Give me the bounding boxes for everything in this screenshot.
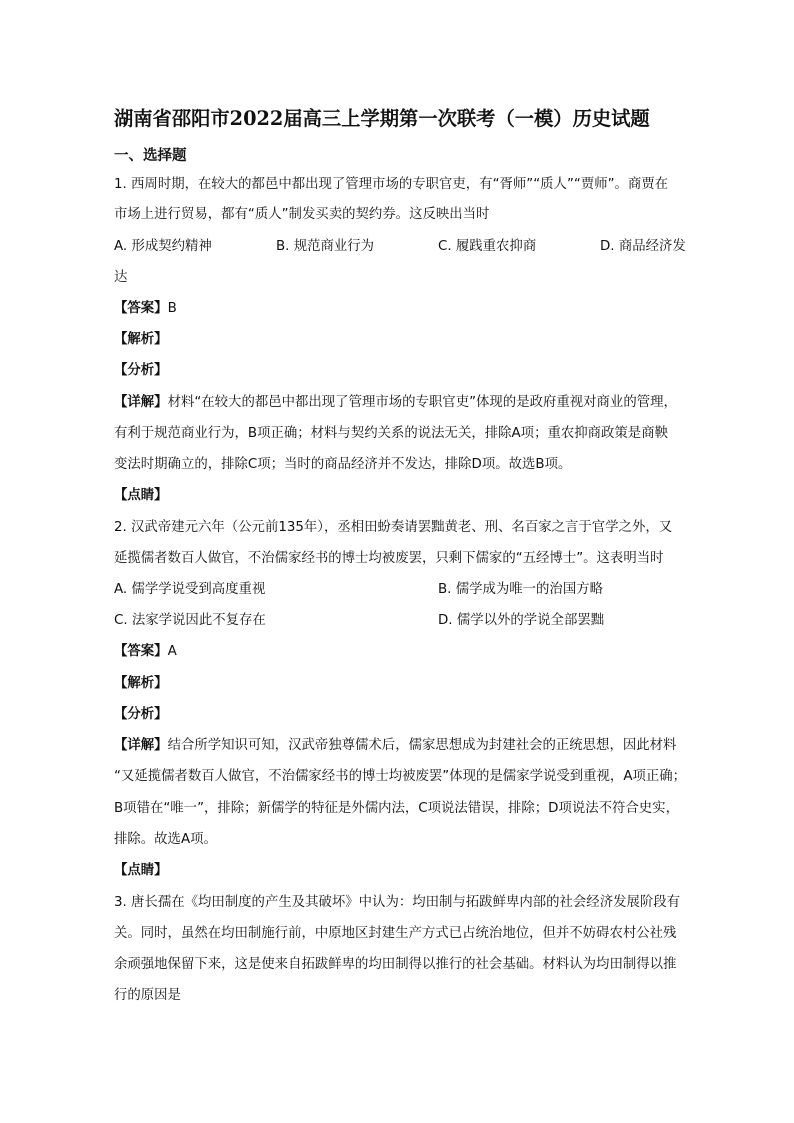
detail-label: 【详解】 xyxy=(114,395,168,410)
q1-dianjing-label: 【点睛】 xyxy=(114,488,168,503)
q2-option-b: B. 儒学成为唯一的治国方略 xyxy=(438,582,603,597)
detail-text: 结合所学知识可知，汉武帝独尊儒术后，儒家思想成为封建社会的正统思想，因此材料 xyxy=(167,738,677,753)
q2-option-a: A. 儒学学说受到高度重视 xyxy=(114,582,266,597)
document-title: 湖南省邵阳市2022届高三上学期第一次联考（一模）历史试题 xyxy=(114,107,650,130)
q1-option-b: B. 规范商业行为 xyxy=(276,239,375,254)
q1-stem-line: 1. 西周时期，在较大的都邑中都出现了管理市场的专职官吏，有“胥师”“质人”“贾师”。商贾在 xyxy=(114,177,669,192)
answer-label: 【答案】 xyxy=(114,301,168,316)
q1-detail-line: 有利于规范商业行为，B项正确；材料与契约关系的说法无关，排除A项；重农抑商政策是商鞅 xyxy=(114,426,668,441)
q3-stem-line: 行的原因是 xyxy=(114,988,181,1003)
q2-stem-line: 2. 汉武帝建元六年（公元前135年），丞相田蚡奏请罢黜黄老、刑、名百家之言于官学之外，又 xyxy=(114,520,673,535)
q1-option-a: A. 形成契约精神 xyxy=(114,239,212,254)
q2-answer xyxy=(114,642,177,662)
answer-label: 【答案】 xyxy=(114,644,168,659)
q2-option-d: D. 儒学以外的学说全部罢黜 xyxy=(438,613,605,628)
q2-jiexi-label: 【解析】 xyxy=(114,676,168,691)
section-heading: 一、选择题 xyxy=(114,148,187,164)
q2-option-c: C. 法家学说因此不复存在 xyxy=(114,613,266,628)
q1-fenxi-label: 【分析】 xyxy=(114,363,168,378)
q2-dianjing-label: 【点睛】 xyxy=(114,863,168,878)
q1-jiexi-label: 【解析】 xyxy=(114,332,168,347)
q1-option-c: C. 履践重农抑商 xyxy=(438,239,537,254)
q2-detail-line xyxy=(114,736,676,756)
q2-detail-line: B项错在“唯一”，排除；新儒学的特征是外儒内法，C项说法错误，排除；D项说法不符合史实， xyxy=(114,801,679,816)
q1-detail-line xyxy=(114,393,677,413)
q1-detail-line: 变法时期确立的，排除C项；当时的商品经济并不发达，排除D项。故选B项。 xyxy=(114,457,572,472)
q3-stem-line: 关。同时，虽然在均田制施行前，中原地区封建生产方式已占统治地位，但并不妨碍农村公社残 xyxy=(114,926,677,941)
q2-detail-line: 排除。故选A项。 xyxy=(114,832,217,847)
answer-value: B xyxy=(167,301,177,316)
q1-stem-line: 市场上进行贸易，都有“质人”制发买卖的契约券。这反映出当时 xyxy=(114,207,490,222)
answer-value: A xyxy=(167,644,177,659)
q2-stem-line: 延揽儒者数百人做官，不治儒家经书的博士均被废罢，只剩下儒家的“五经博士”。这表明当时 xyxy=(114,551,664,566)
detail-text: 材料“在较大的都邑中都出现了管理市场的专职官吏”体现的是政府重视对商业的管理， xyxy=(167,395,677,410)
q1-option-wrap: 达 xyxy=(114,270,128,285)
q2-detail-line: “又延揽儒者数百人做官，不治儒家经书的博士均被废罢”体现的是儒家学说受到重视，A项正确； xyxy=(114,769,687,784)
detail-label: 【详解】 xyxy=(114,738,168,753)
q1-answer xyxy=(114,299,177,319)
q2-fenxi-label: 【分析】 xyxy=(114,707,168,722)
q3-stem-line: 余顽强地保留下来，这是使来自拓跋鲜卑的均田制得以推行的社会基础。材料认为均田制得以推 xyxy=(114,957,677,972)
q1-option-d: D. 商品经济发 xyxy=(600,239,686,254)
q3-stem-line: 3. 唐长孺在《均田制度的产生及其破坏》中认为：均田制与拓跋鲜卑内部的社会经济发展阶段有 xyxy=(114,895,681,910)
